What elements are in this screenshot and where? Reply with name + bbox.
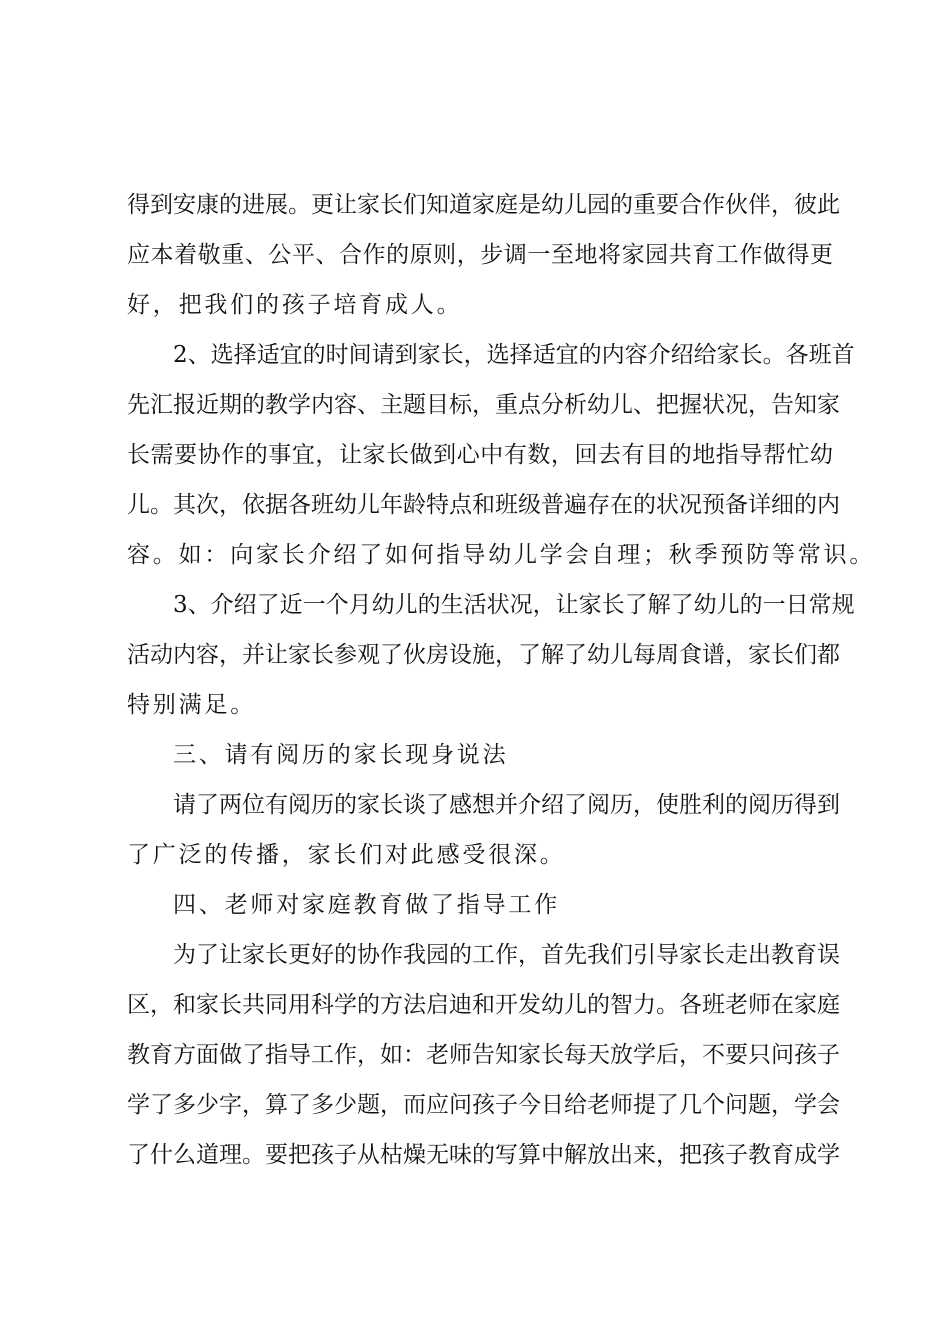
paragraph-line: 为了让家长更好的协作我园的工作，首先我们引导家长走出教育误 [173,942,840,968]
paragraph-line: 区，和家长共同用科学的方法启迪和开发幼儿的智力。各班老师在家庭 [127,992,840,1018]
paragraph-line: 应本着敬重、公平、合作的原则，步调一至地将家园共育工作做得更 [127,242,833,268]
paragraph-line: 请了两位有阅历的家长谈了感想并介绍了阅历，使胜利的阅历得到 [173,792,840,818]
paragraph-line: 好，把我们的孩子培育成人。 [127,292,463,318]
paragraph-line: 3、介绍了近一个月幼儿的生活状况，让家长了解了幼儿的一日常规 [173,592,855,618]
paragraph-line: 2、选择适宜的时间请到家长，选择适宜的内容介绍给家长。各班首 [173,342,855,368]
paragraph-line: 特别满足。 [127,692,256,718]
section-heading: 三、请有阅历的家长现身说法 [173,742,509,768]
document-body [127,180,876,1180]
paragraph-line: 容。如：向家长介绍了如何指导幼儿学会自理；秋季预防等常识。 [127,542,876,568]
paragraph-line: 了什么道理。要把孩子从枯燥无味的写算中解放出来，把孩子教育成学 [127,1142,840,1168]
paragraph-line: 了广泛的传播，家长们对此感受很深。 [127,842,566,868]
paragraph-line: 长需要协作的事宜，让家长做到心中有数，回去有目的地指导帮忙幼 [127,442,833,468]
paragraph-line: 先汇报近期的教学内容、主题目标，重点分析幼儿、把握状况，告知家 [127,392,840,418]
paragraph-line: 教育方面做了指导工作，如：老师告知家长每天放学后，不要只问孩子 [127,1042,840,1068]
paragraph-line: 活动内容，并让家长参观了伙房设施，了解了幼儿每周食谱，家长们都 [127,642,840,668]
paragraph-line: 得到安康的进展。更让家长们知道家庭是幼儿园的重要合作伙伴，彼此 [127,192,840,218]
paragraph-line: 学了多少字，算了多少题，而应问孩子今日给老师提了几个问题，学会 [127,1092,840,1118]
paragraph-line: 儿。其次，依据各班幼儿年龄特点和班级普遍存在的状况预备详细的内 [127,492,840,518]
section-heading: 四、老师对家庭教育做了指导工作 [173,892,560,918]
